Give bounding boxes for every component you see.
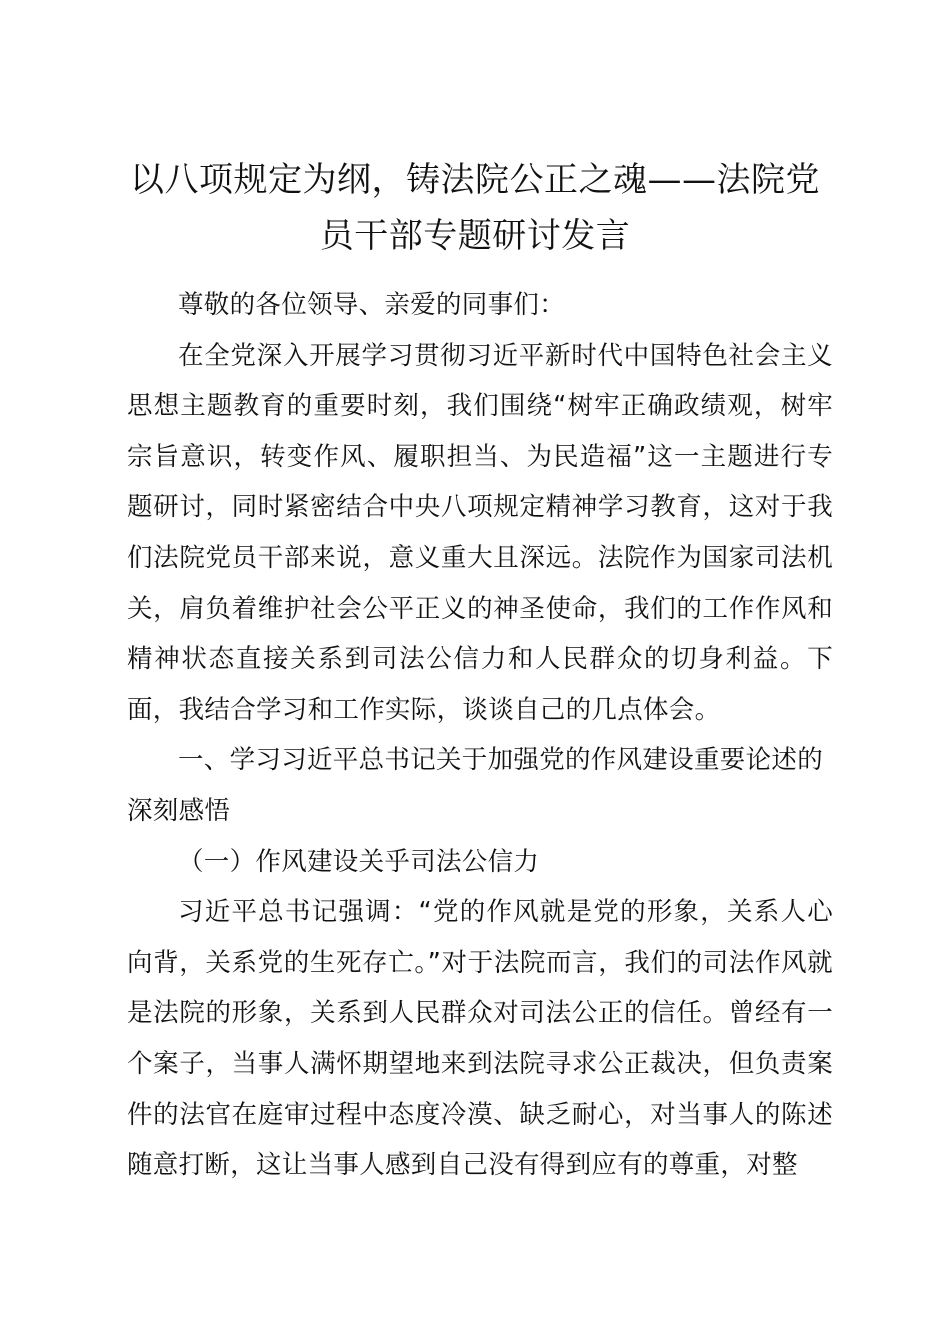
document-title: 以八项规定为纲，铸法院公正之魂——法院党员干部专题研讨发言 xyxy=(130,160,820,256)
document-body xyxy=(127,280,833,1191)
section-heading-1: 一、学习习近平总书记关于加强党的作风建设重要论述的深刻感悟 xyxy=(127,745,824,826)
greeting: 尊敬的各位领导、亲爱的同事们： xyxy=(178,290,566,320)
paragraph-body-2: 习近平总书记强调：“党的作风就是党的形象，关系人心向背，关系党的生死存亡。”对于法院而言，我们的司法作风就是法院的形象，关系到人民群众对司法公正的信任。曾经有一个案子，当事人满怀期望地来到法院寻求公正裁决，但负责案件的法官在庭审过程中态度冷漠、缺乏耐心，对当事人的陈述随意打断，这让当事人感到自己没有得到应有的尊重，对整 xyxy=(127,897,833,1181)
paragraph-intro: 在全党深入开展学习贯彻习近平新时代中国特色社会主义思想主题教育的重要时刻，我们围绕“树牢正确政绩观，树牢宗旨意识，转变作风、履职担当、为民造福”这一主题进行专题研讨，同时紧密结合中央八项规定精神学习教育，这对于我们法院党员干部来说，意义重大且深远。法院作为国家司法机关，肩负着维护社会公平正义的神圣使命，我们的工作作风和精神状态直接关系到司法公信力和人民群众的切身利益。下面，我结合学习和工作实际，谈谈自己的几点体会。 xyxy=(127,340,833,725)
subsection-heading-1: （一）作风建设关乎司法公信力 xyxy=(178,846,540,877)
